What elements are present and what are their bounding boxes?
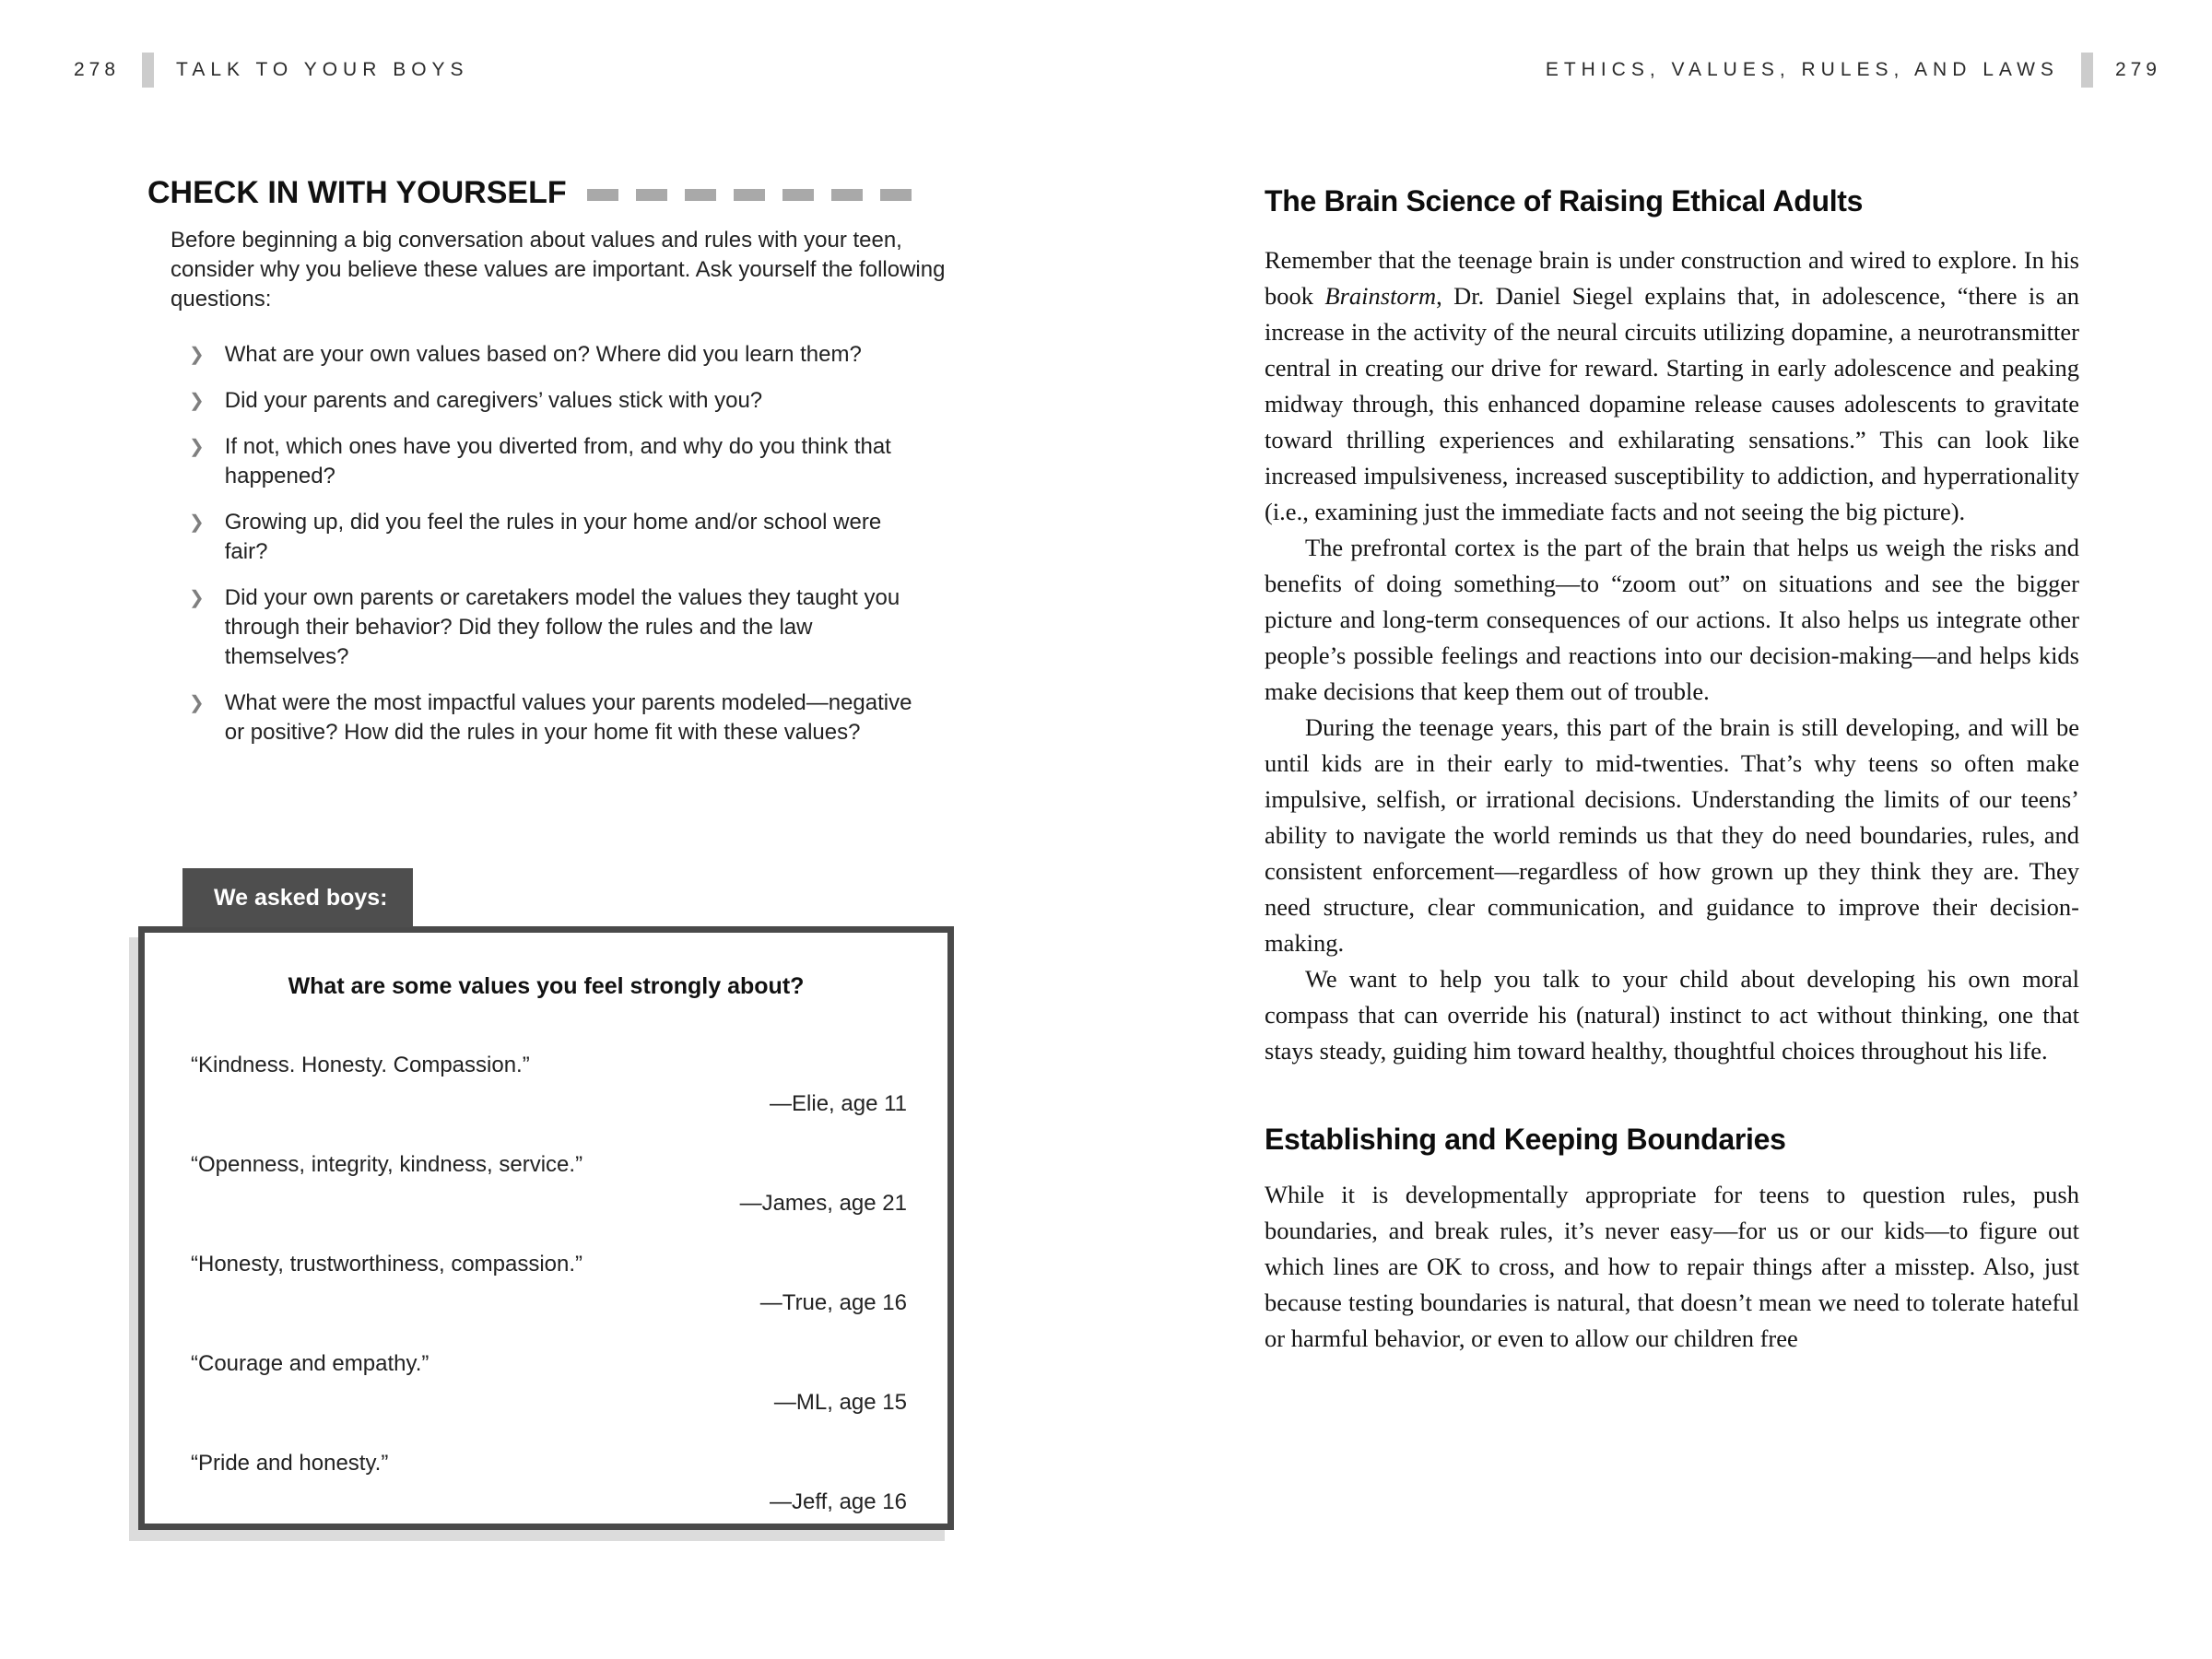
dash-decoration-row (587, 189, 912, 201)
bullet-text: If not, which ones have you diverted from, and why do you think that happened? (224, 434, 891, 488)
quote-attribution: —James, age 21 (739, 1191, 907, 1216)
dash-decoration (782, 189, 814, 201)
right-page-header (1546, 53, 2161, 88)
quote-item (191, 1251, 907, 1317)
section-heading-brain-science: The Brain Science of Raising Ethical Adults (1265, 184, 1864, 218)
left-page-number: 278 (74, 59, 121, 80)
section-heading-boundaries: Establishing and Keeping Boundaries (1265, 1123, 1786, 1156)
quote-text: “Kindness. Honesty. Compassion.” (191, 1053, 530, 1077)
chevron-bullet-icon: ❯ (189, 693, 205, 713)
paragraph-text: The prefrontal cortex is the part of the brain that helps us weigh the risks and benefits of doing something—to “zoom out” on situations and see the bigger picture and long-term consequences of our actions. It also helps us integrate other people’s possible feelings and reactions into our decision-making—and helps kids make decisions that keep them out of trouble. (1265, 534, 2079, 705)
paragraph-text: While it is developmentally appropriate for teens to question rules, push boundaries, and break rules, it’s never easy—for us or our kids—to figure out which lines are OK to cross, and how to repair things after a misstep. Also, just because testing boundaries is natural, that doesn’t mean we need to tolerate hateful or harmful behavior, or even to allow our children free (1265, 1181, 2079, 1352)
chevron-bullet-icon: ❯ (189, 588, 205, 608)
list-item (189, 583, 926, 672)
we-asked-boys-box (138, 926, 954, 1530)
we-asked-boys-tab: We asked boys: (182, 868, 413, 927)
quote-attribution: —Jeff, age 16 (770, 1489, 907, 1514)
quote-list (145, 1052, 947, 1516)
quote-text: “Honesty, trustworthiness, compassion.” (191, 1252, 583, 1277)
dash-decoration (734, 189, 765, 201)
quote-item (191, 1052, 907, 1118)
paragraph-text: We want to help you talk to your child about developing his own moral compass that can override his (natural) instinct to act without thinking, one that stays steady, guiding him toward healthy, thoughtful choices throughout his life. (1265, 965, 2079, 1065)
left-page-header (74, 53, 469, 88)
dash-decoration (587, 189, 618, 201)
quote-attribution: —True, age 16 (759, 1290, 907, 1315)
right-running-title: ETHICS, VALUES, RULES, AND LAWS (1545, 59, 2059, 80)
list-item (189, 432, 926, 491)
dash-decoration (831, 189, 863, 201)
quote-item (191, 1151, 907, 1218)
quote-text: “Pride and honesty.” (191, 1451, 389, 1476)
paragraph-text: Remember that the teenage brain is under construction and wired to explore. In his book (1265, 246, 2079, 310)
bullet-text: Did your own parents or caretakers model the values they taught you through their behavior? Did they follow the rules and the law themselves? (224, 585, 900, 669)
box-question: What are some values you feel strongly about? (288, 973, 805, 999)
dash-decoration (636, 189, 667, 201)
bullet-text: What were the most impactful values your parents modeled—negative or positive? How did the rules in your home fit with these values? (224, 690, 912, 745)
list-item (189, 386, 926, 416)
body-paragraph (1265, 242, 2079, 530)
dash-decoration (685, 189, 716, 201)
bullet-text: Growing up, did you feel the rules in your home and/or school were fair? (224, 510, 882, 564)
quote-item (191, 1450, 907, 1516)
list-item (189, 688, 926, 747)
right-page-column (1265, 184, 2079, 1357)
check-in-heading-row (147, 175, 959, 211)
dash-decoration (880, 189, 912, 201)
check-in-bullet-list (189, 340, 926, 747)
body-paragraph (1265, 710, 2079, 961)
paragraph-text: , Dr. Daniel Siegel explains that, in adolescence, “there is an increase in the activity of the neural circuits utilizing dopamine, a neurotransmitter central in creating our drive for reward. Starting in early adolescence and peaking midway through, this enhanced dopamine release causes adolescents to gravitate toward thrilling experiences and exhilarating sensations.” This can look like increased impulsiveness, increased susceptibility to addiction, and hyperrationality (i.e., examining just the immediate facts and not seeing the big picture). (1265, 282, 2079, 525)
book-title-italic: Brainstorm (1324, 282, 1437, 310)
left-running-title: TALK TO YOUR BOYS (176, 59, 469, 80)
body-paragraph (1265, 530, 2079, 710)
quote-item (191, 1350, 907, 1417)
quote-attribution: —Elie, age 11 (770, 1091, 907, 1116)
bullet-text: What are your own values based on? Where did you learn them? (224, 342, 862, 367)
body-paragraph (1265, 1177, 2079, 1357)
quote-attribution: —ML, age 15 (773, 1390, 907, 1415)
paragraph-text: During the teenage years, this part of the brain is still developing, and will be until kids are in their early to mid-twenties. That’s why teens so often make impulsive, selfish, or irrational decisions. Understanding the limits of our teens’ ability to navigate the world reminds us that they do need boundaries, rules, and consistent enforcement—regardless of how grown up they think they are. They need structure, clear communication, and guidance to improve their decision-making. (1265, 713, 2079, 957)
header-divider-bar (142, 53, 154, 88)
chevron-bullet-icon: ❯ (189, 437, 205, 457)
header-divider-bar (2081, 53, 2093, 88)
body-paragraph (1265, 961, 2079, 1069)
check-in-intro: Before beginning a big conversation about values and rules with your teen, consider why you believe these values are important. Ask yourself the following questions: (171, 228, 946, 312)
chevron-bullet-icon: ❯ (189, 345, 205, 365)
check-in-heading: CHECK IN WITH YOURSELF (147, 175, 567, 210)
bullet-text: Did your parents and caregivers’ values stick with you? (224, 388, 763, 413)
check-in-section (147, 175, 959, 764)
quote-text: “Openness, integrity, kindness, service.” (191, 1152, 583, 1177)
list-item (189, 340, 926, 370)
chevron-bullet-icon: ❯ (189, 391, 205, 411)
quote-text: “Courage and empathy.” (191, 1351, 429, 1376)
chevron-bullet-icon: ❯ (189, 512, 205, 533)
right-page-number: 279 (2114, 59, 2161, 80)
list-item (189, 508, 926, 567)
